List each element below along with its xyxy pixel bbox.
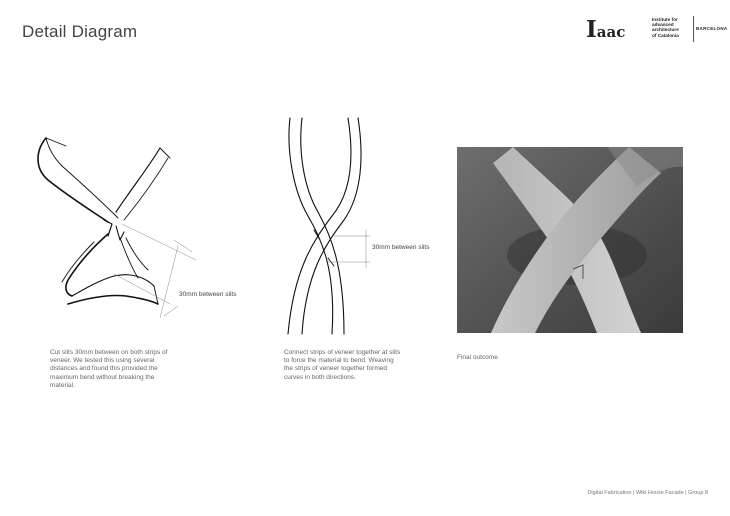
strip-b-right xyxy=(302,118,361,334)
left-dimension-label: 30mm between slits xyxy=(179,291,237,298)
right-strip-upper-inner xyxy=(124,158,168,220)
middle-dimension-label: 30mm between slits xyxy=(372,244,430,251)
left-strip-diagram xyxy=(28,128,258,328)
left-strip-upper-cap xyxy=(46,138,66,146)
photo-illustration xyxy=(457,147,683,333)
logo-mark-big: I xyxy=(586,16,597,43)
final-outcome-photo xyxy=(457,147,683,333)
strip-a-left xyxy=(289,118,333,334)
strip-a-right xyxy=(301,118,344,334)
logo-institute-text: Institute for advanced architecture of Catalonia xyxy=(652,17,679,38)
left-strip-upper-inner xyxy=(46,138,118,218)
left-strip-lower-e xyxy=(154,286,158,304)
left-strip-lower-g xyxy=(126,238,148,270)
strip-b-left xyxy=(288,118,351,334)
logo-city-text: BARCELONA xyxy=(696,26,728,31)
dim-line-a xyxy=(122,224,196,260)
left-strip-lower-a xyxy=(66,234,108,296)
dim-tick-b xyxy=(164,306,178,316)
left-caption: Cut slits 30mm between on both strips of veneer. We tested this using several distances and found this provided the maximum bend without breaking the material. xyxy=(50,349,168,389)
logo-mark xyxy=(586,18,625,41)
left-strip-lower-d xyxy=(68,295,158,304)
page-title: Detail Diagram xyxy=(22,22,138,41)
iaac-logo xyxy=(586,16,728,44)
right-strip-top-cap xyxy=(160,148,170,158)
logo-divider xyxy=(693,16,694,42)
dim-line-c xyxy=(160,246,178,318)
left-strip-lower-b xyxy=(62,242,94,282)
footer-text: Digital Fabrication | Wiki House Facade | Group 8 xyxy=(587,490,708,496)
middle-strip-diagram xyxy=(272,112,422,342)
middle-caption: Connect strips of veneer together at slits to force the material to bend. Weaving the strips of veneer together formed curves in both directions. xyxy=(284,349,401,381)
logo-mark-small: aac xyxy=(596,23,626,41)
left-strip-lower-c xyxy=(72,275,154,296)
photo-caption: Final outcome xyxy=(457,354,498,361)
left-strip-upper-outline xyxy=(38,138,108,222)
